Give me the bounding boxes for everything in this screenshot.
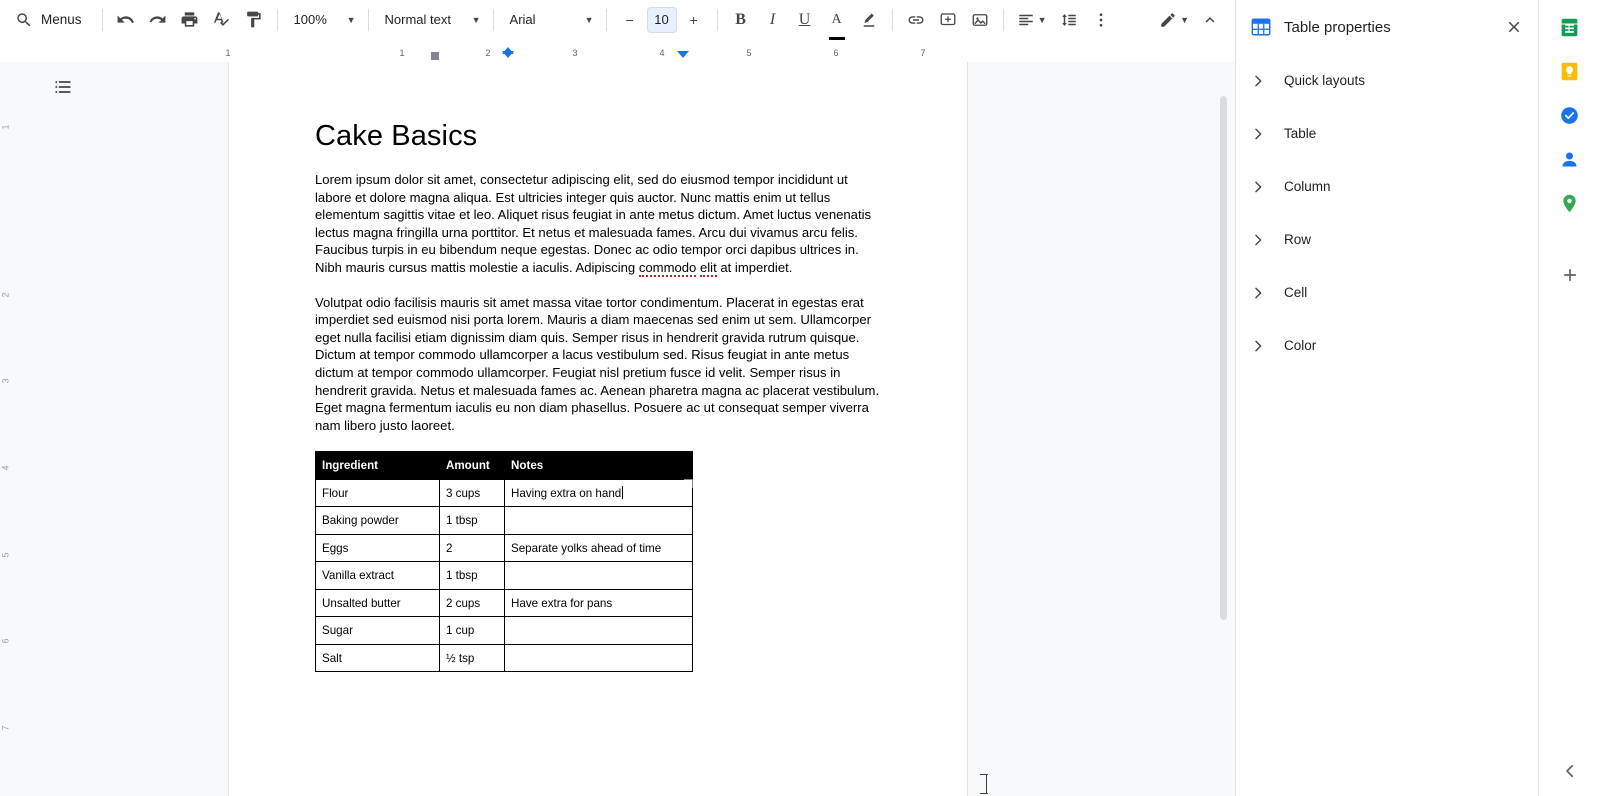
toolbar-divider-7 xyxy=(892,9,893,31)
panel-section-color[interactable] xyxy=(1236,319,1538,372)
chevron-down-icon: ▼ xyxy=(346,14,356,25)
vruler-tick: 1 xyxy=(0,124,11,130)
cell-notes-active[interactable] xyxy=(505,479,693,507)
panel-header xyxy=(1236,0,1538,54)
chevron-right-icon xyxy=(1250,126,1266,142)
table-row[interactable] xyxy=(316,479,693,507)
chevron-right-icon xyxy=(1250,232,1266,248)
cell-amount[interactable]: 3 cups xyxy=(440,479,505,507)
chevron-right-icon xyxy=(1250,73,1266,89)
redo-button[interactable] xyxy=(143,5,173,35)
ruler-tick: 2 xyxy=(485,48,491,58)
zoom-value: 100% xyxy=(293,12,327,27)
ruler-tick: 1 xyxy=(225,48,231,58)
insert-image-button[interactable] xyxy=(965,5,995,35)
font-family-value: Arial xyxy=(509,12,536,27)
page-title: Cake Basics xyxy=(315,120,478,152)
insert-link-button[interactable] xyxy=(901,5,931,35)
panel-section-cell[interactable] xyxy=(1236,266,1538,319)
toolbar-divider-2 xyxy=(277,9,278,31)
text-color-button[interactable]: A xyxy=(822,5,852,35)
cell-ingredient[interactable]: Eggs xyxy=(316,534,440,562)
cell-amount[interactable]: 2 cups xyxy=(440,589,505,617)
cell-ingredient[interactable]: Flour xyxy=(316,479,440,507)
print-icon xyxy=(180,10,199,29)
ingredients-table[interactable] xyxy=(315,451,693,672)
table-row[interactable] xyxy=(316,589,693,617)
line-spacing-icon xyxy=(1060,11,1078,29)
ruler-tick: 5 xyxy=(746,48,752,58)
cell-notes[interactable]: Separate yolks ahead of time xyxy=(505,534,693,562)
chevron-down-icon: ▼ xyxy=(471,14,481,25)
panel-section-column[interactable] xyxy=(1236,160,1538,213)
google-tasks-button[interactable] xyxy=(1553,98,1587,132)
toolbar-divider xyxy=(102,9,103,31)
column-header-ingredient: Ingredient xyxy=(316,452,440,480)
chevron-right-icon xyxy=(1250,285,1266,301)
right-indent-marker[interactable] xyxy=(677,51,689,58)
ruler-line xyxy=(228,57,968,58)
menus-label: Menus xyxy=(41,12,82,27)
mouse-text-cursor xyxy=(983,774,985,794)
bold-button[interactable]: B xyxy=(735,10,746,28)
collapse-toolbar-button[interactable] xyxy=(1195,5,1225,35)
vruler-tick: 3 xyxy=(0,378,11,384)
toolbar-divider-6 xyxy=(717,9,718,31)
left-indent-marker[interactable] xyxy=(502,47,514,54)
google-sheets-button[interactable] xyxy=(1553,10,1587,44)
table-row[interactable] xyxy=(316,617,693,645)
undo-button[interactable] xyxy=(111,5,141,35)
close-icon xyxy=(1505,18,1523,36)
add-comment-icon xyxy=(939,11,957,29)
vruler-tick: 6 xyxy=(0,638,11,644)
toolbar-divider-5 xyxy=(606,9,607,31)
cell-notes[interactable]: Have extra for pans xyxy=(505,589,693,617)
table-row[interactable] xyxy=(316,534,693,562)
spellcheck-button[interactable] xyxy=(207,5,237,35)
google-keep-icon xyxy=(1559,61,1580,82)
cell-ingredient[interactable]: Unsalted butter xyxy=(316,589,440,617)
highlight-pen-icon xyxy=(860,11,878,29)
cell-resize-handle[interactable] xyxy=(684,479,693,488)
vruler-tick: 5 xyxy=(0,552,11,558)
cell-amount[interactable]: 1 tbsp xyxy=(440,562,505,590)
cell-notes[interactable] xyxy=(505,617,693,645)
paragraph-style-value: Normal text xyxy=(384,12,451,27)
pencil-icon xyxy=(1159,11,1177,29)
paragraph-style-select[interactable] xyxy=(377,5,485,35)
panel-section-label: Cell xyxy=(1284,285,1308,300)
document-outline-icon xyxy=(53,77,73,97)
chevron-right-icon xyxy=(1250,179,1266,195)
search-icon xyxy=(15,11,33,29)
google-keep-button[interactable] xyxy=(1553,54,1587,88)
panel-section-label: Quick layouts xyxy=(1284,73,1366,88)
ruler-tick: 7 xyxy=(920,48,926,58)
cell-ingredient[interactable]: Baking powder xyxy=(316,507,440,535)
panel-section-label: Row xyxy=(1284,232,1312,247)
menus-button[interactable] xyxy=(6,5,94,35)
cell-ingredient[interactable]: Vanilla extract xyxy=(316,562,440,590)
print-button[interactable] xyxy=(175,5,205,35)
italic-button[interactable]: I xyxy=(769,10,776,28)
side-rail xyxy=(1538,0,1600,796)
google-contacts-button[interactable] xyxy=(1553,142,1587,176)
editing-mode-button[interactable] xyxy=(1155,5,1193,35)
toolbar-divider-8 xyxy=(1003,9,1004,31)
align-button[interactable] xyxy=(1012,5,1052,35)
ruler-tick: 6 xyxy=(833,48,839,58)
panel-section-table[interactable] xyxy=(1236,107,1538,160)
font-family-select[interactable] xyxy=(502,5,598,35)
paint-format-icon xyxy=(244,10,263,29)
font-size-increase-button[interactable]: + xyxy=(689,11,698,28)
expand-rail-icon xyxy=(1561,762,1579,780)
chevron-down-icon: ▼ xyxy=(1180,14,1189,25)
document-scrollbar-thumb[interactable] xyxy=(1220,96,1227,620)
document-canvas xyxy=(20,62,1235,796)
line-spacing-button[interactable] xyxy=(1054,5,1084,35)
font-size-decrease-button[interactable]: − xyxy=(625,11,634,28)
panel-section-label: Table xyxy=(1284,126,1317,141)
cell-notes-text: Having extra on hand xyxy=(511,487,622,501)
align-left-icon xyxy=(1017,11,1035,29)
misspelled-word-2[interactable]: elit xyxy=(699,259,717,275)
undo-icon xyxy=(116,10,135,29)
cell-amount[interactable]: 1 cup xyxy=(440,617,505,645)
vruler-tick: 2 xyxy=(0,292,11,298)
toolbar-divider-3 xyxy=(368,9,369,31)
paragraph-2: Volutpat odio facilisis mauris sit amet massa vitae tortor condimentum. Placerat in egestas erat imperdiet sed euismod nisi porta lorem. Mauris a diam maecenas sed enim ut sem. Ullamcorper eget nulla facilisi etiam dignissim diam quis. Semper risus in hendrerit gravida rutrum quisque. Dictum at tempor commodo ullamcorper a lacus vestibulum sed. Risus feugiat in ante metus dictum at tempor commodo ullamcorper. Feugiat nisl pretium fusce id velit. Semper risus in hendrerit gravida. Netus et malesuada fames ac. Aenean pharetra magna ac placerat vestibulum. Eget magna fermentum iaculis eu non diam phasellus. Posuere ac ut consequat semper viverra nam libero justo laoreet. xyxy=(315,294,880,433)
add-ons-button[interactable] xyxy=(1553,258,1587,292)
underline-button[interactable]: U xyxy=(798,10,811,28)
table-row[interactable] xyxy=(316,644,693,672)
expand-rail-button[interactable] xyxy=(1553,754,1587,788)
panel-section-row[interactable] xyxy=(1236,213,1538,266)
cell-notes[interactable] xyxy=(505,644,693,672)
table-row[interactable] xyxy=(316,562,693,590)
chevron-down-icon: ▼ xyxy=(1037,14,1047,25)
horizontal-ruler[interactable] xyxy=(0,40,1235,62)
cell-amount[interactable]: ½ tsp xyxy=(440,644,505,672)
paragraph-1-text: Lorem ipsum dolor sit amet, consectetur adipiscing elit, sed do eiusmod tempor incididunt ut labore et dolore magna aliqua. Est ultricies integer quis auctor. Nunc mattis enim ut tellus elementum sagittis vitae et leo. Aliquet risus feugiat in ante metus dictum. Amet luctus venenatis lectus magna fringilla urna porttitor. Et netus et malesuada fames. Arcu dui vivamus arcu felis. Faucibus turpis in eu bibendum neque egestas. Donec ac odio tempor orci dapibus ultrices in. Nibh mauris cursus mattis molestie a iaculis. Adipiscing xyxy=(315,172,872,275)
vruler-tick: 4 xyxy=(0,465,11,471)
cell-amount[interactable]: 1 tbsp xyxy=(440,507,505,535)
vertical-ruler xyxy=(0,62,20,796)
google-tasks-icon xyxy=(1559,105,1580,126)
table-row[interactable] xyxy=(316,507,693,535)
google-maps-button[interactable] xyxy=(1553,186,1587,220)
cell-notes[interactable] xyxy=(505,507,693,535)
table-header-row xyxy=(316,452,693,480)
misspelled-word[interactable]: commodo xyxy=(638,259,697,275)
spellcheck-icon xyxy=(212,10,231,29)
highlight-color-button[interactable] xyxy=(854,5,884,35)
paragraph-1-tail: at imperdiet. xyxy=(716,259,793,275)
more-options-button[interactable] xyxy=(1086,5,1116,35)
google-sheets-icon xyxy=(1559,17,1580,38)
cell-ingredient[interactable]: Salt xyxy=(316,644,440,672)
column-header-notes: Notes xyxy=(505,452,693,480)
panel-section-label: Color xyxy=(1284,338,1317,353)
chevron-right-icon xyxy=(1250,338,1266,354)
cell-notes[interactable] xyxy=(505,562,693,590)
paint-format-button[interactable] xyxy=(239,5,269,35)
tab-stop-marker[interactable] xyxy=(431,52,439,60)
ruler-tick: 3 xyxy=(572,48,578,58)
collapse-toolbar-icon xyxy=(1201,11,1219,29)
document-page[interactable] xyxy=(228,62,968,796)
toolbar-divider-4 xyxy=(493,9,494,31)
main-toolbar xyxy=(0,0,1235,40)
panel-section-quick-layouts[interactable] xyxy=(1236,54,1538,107)
panel-section-label: Column xyxy=(1284,179,1331,194)
vruler-tick: 7 xyxy=(0,725,11,731)
insert-link-icon xyxy=(907,11,925,29)
more-options-icon xyxy=(1092,11,1110,29)
cell-ingredient[interactable]: Sugar xyxy=(316,617,440,645)
paragraph-1 xyxy=(315,171,881,277)
redo-icon xyxy=(148,10,167,29)
add-comment-button[interactable] xyxy=(933,5,963,35)
zoom-select[interactable] xyxy=(286,5,360,35)
column-header-amount: Amount xyxy=(440,452,505,480)
font-size-stepper[interactable] xyxy=(615,5,709,35)
chevron-down-icon: ▼ xyxy=(584,14,594,25)
table-properties-icon xyxy=(1250,16,1272,38)
add-ons-plus-icon xyxy=(1560,265,1580,285)
ruler-track[interactable] xyxy=(225,46,968,58)
panel-title: Table properties xyxy=(1284,18,1391,36)
panel-close-button[interactable] xyxy=(1498,11,1530,43)
text-caret xyxy=(622,486,623,499)
cell-amount[interactable]: 2 xyxy=(440,534,505,562)
insert-image-icon xyxy=(971,11,989,29)
google-contacts-icon xyxy=(1559,149,1580,170)
google-maps-icon xyxy=(1559,193,1580,214)
ruler-tick: 4 xyxy=(659,48,665,58)
font-size-input[interactable]: 10 xyxy=(647,7,677,33)
ruler-tick: 1 xyxy=(399,48,405,58)
table-properties-panel xyxy=(1235,0,1538,796)
document-outline-button[interactable] xyxy=(46,70,80,104)
